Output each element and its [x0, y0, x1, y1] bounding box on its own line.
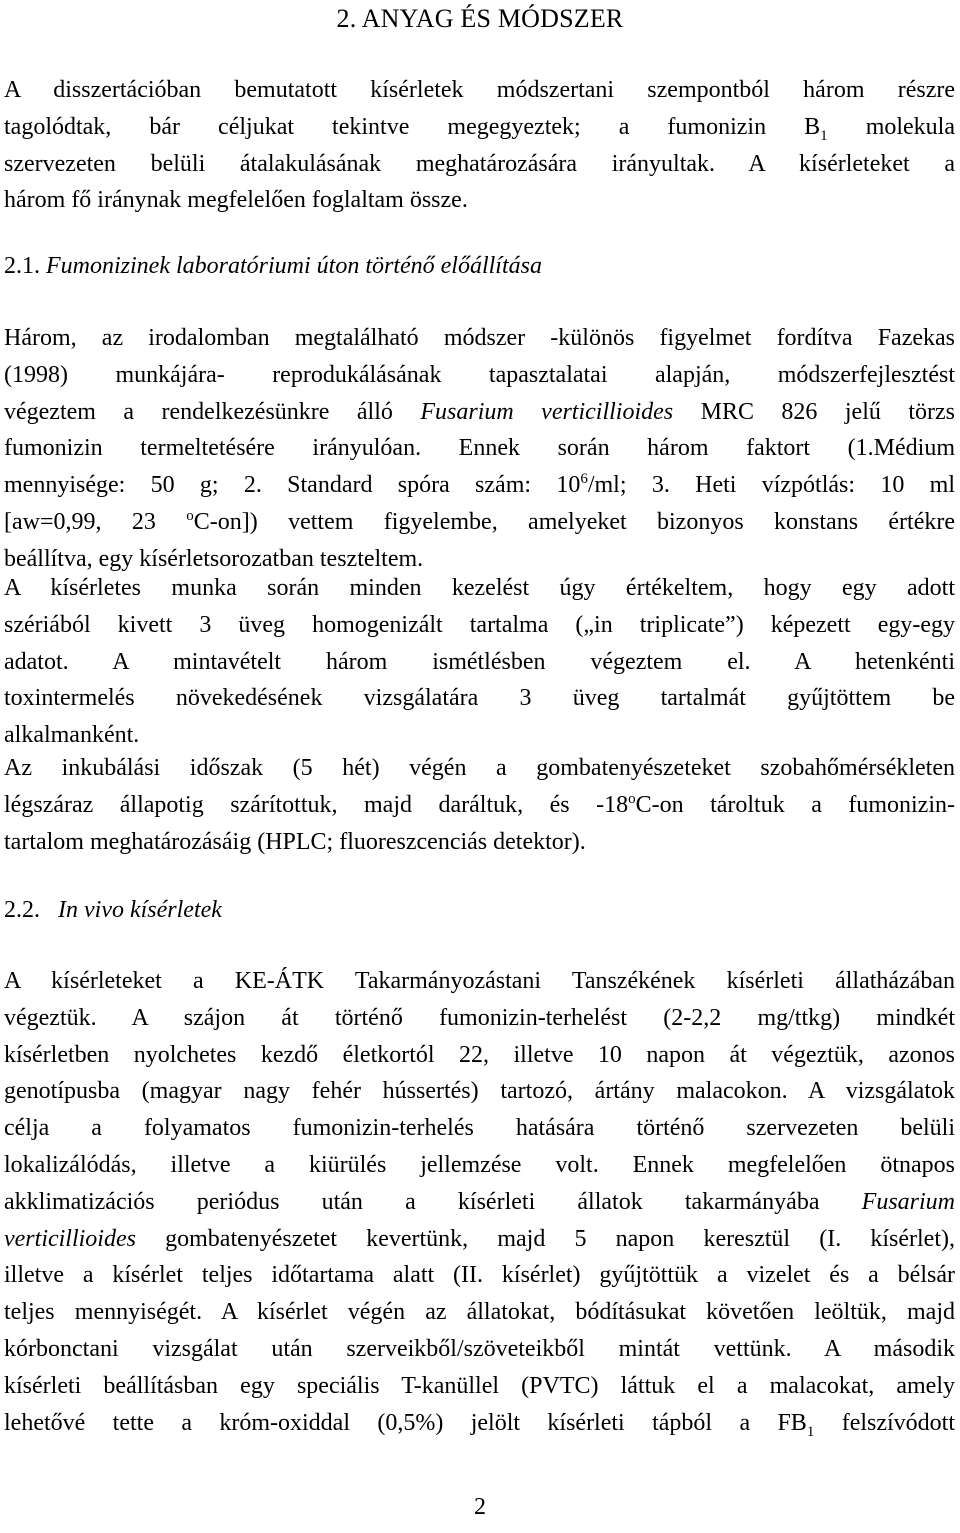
text-line: beállítva, egy kísérletsorozatban teszteltem. — [4, 545, 424, 572]
text-line: lokalizálódás, illetve a kiürülés jellemzése volt. Ennek megfelelően ötnapos — [4, 1151, 955, 1178]
text-line: (1998) munkájára- reprodukálásának tapasztalatai alapján, módszerfejlesztést — [4, 361, 955, 388]
in-vivo-paragraph — [4, 963, 955, 1441]
superscript: o — [628, 790, 636, 807]
chapter-heading: 2. ANYAG ÉS MÓDSZER — [336, 4, 624, 33]
intro-paragraph — [4, 72, 955, 219]
text-line: Az inkubálási időszak (5 hét) végén a gombatenyészeteket szobahőmérsékleten — [4, 755, 955, 781]
method-paragraph — [4, 320, 955, 578]
text-line: Három, az irodalomban megtalálható módszer -különös figyelmet fordítva Fazekas — [4, 325, 955, 351]
text-line: akklimatizációs periódus után a kísérleti állatok takarmányába Fusarium — [4, 1188, 955, 1215]
text-line: kísérleti beállításban egy speciális T-kanüllel (PVTC) láttuk el a malacokat, amely — [4, 1372, 955, 1399]
text-line: tagolódtak, bár céljukat tekintve megegyeztek; a fumonizin $B_1$ molekula — [4, 113, 955, 144]
text-line: három fő iránynak megfelelően foglaltam össze. — [4, 187, 468, 214]
page-number: 2 — [474, 1494, 486, 1520]
incubation-paragraph — [4, 750, 955, 860]
text-line: célja a folyamatos fumonizin-terhelés hatására történő szervezeten belüli — [4, 1115, 955, 1142]
text-line: verticillioides gombatenyészetet kevertünk, majd 5 napon keresztül (I. kísérlet), — [4, 1225, 955, 1252]
text-line: végeztem a rendelkezésünkre álló Fusarium verticillioides MRC 826 jelű törzs — [4, 398, 955, 425]
text-line: teljes mennyiségét. A kísérlet végén az állatokat, bódításukat követően leöltük, majd — [4, 1299, 955, 1326]
text-line: fumonizin termeltetésére irányulóan. Ennek során három faktort (1.Médium — [4, 435, 955, 462]
text-line: adatot. A mintavételt három ismétlésben végeztem el. A hetenkénti — [4, 648, 955, 675]
text-line: A disszertációban bemutatott kísérletek módszertani szempontból három részre — [4, 77, 955, 103]
text-line: mennyisége: 50 g; 2. Standard spóra szám: $10^6/ml$; 3. Heti vízpótlás: 10 ml — [4, 471, 955, 499]
section-number: 2.2. — [4, 897, 40, 923]
text-line: kísérletben nyolchetes kezdő életkortól 22, illetve 10 napon át végeztük, azonos — [4, 1041, 955, 1068]
text-line: [aw=0,99, 23 $^o$C-on]) vettem figyelembe, amelyeket bizonyos konstans értékre — [4, 507, 955, 535]
text-line: genotípusba (magyar nagy fehér hússertés) tartozó, ártány malacokon. A vizsgálatok — [4, 1078, 955, 1105]
text-line: A kísérletes munka során minden kezelést úgy értékeltem, hogy egy adott — [4, 575, 955, 601]
text-line: szervezeten belüli átalakulásának meghatározására irányultak. A kísérleteket a — [4, 150, 955, 177]
superscript: o — [186, 507, 194, 524]
text-line: A kísérleteket a KE-ÁTK Takarmányozástani Tanszékének kísérleti állatházában — [4, 968, 955, 994]
section-heading-2-2 — [4, 895, 222, 925]
species-name: Fusarium — [861, 1188, 955, 1215]
section-heading-2-1 — [4, 251, 542, 281]
text-line: lehetővé tette a króm-oxiddal (0,5%) jelölt kísérleti tápból a $FB_1$ felszívódott — [4, 1409, 956, 1440]
text-line: szériából kivett 3 üveg homogenizált tartalma („in triplicate”) képezett egy-egy — [4, 611, 955, 638]
subscript: 1 — [806, 1423, 815, 1440]
section-number: 2.1. — [4, 253, 40, 279]
section-title: In vivo kísérletek — [58, 897, 222, 923]
species-name: verticillioides — [4, 1225, 136, 1252]
section-title: Fumonizinek laboratóriumi úton történő előállítása — [46, 253, 542, 279]
text-line: tartalom meghatározásáig (HPLC; fluoreszcenciás detektor). — [4, 828, 586, 855]
text-line: légszáraz állapotig szárítottuk, majd daráltuk, és -18$^o$C-on tároltuk a fumonizin- — [4, 790, 955, 818]
superscript: 6 — [580, 471, 588, 488]
text-line: végeztük. A szájon át történő fumonizin-terhelést (2-2,2 mg/ttkg) mindkét — [4, 1004, 955, 1031]
subscript: 1 — [820, 127, 828, 144]
text-line: kórbonctani vizsgálat után szerveikből/szöveteikből mintát vettünk. A második — [4, 1335, 955, 1362]
evaluation-paragraph — [4, 570, 955, 754]
text-line: illetve a kísérlet teljes időtartama alatt (II. kísérlet) gyűjtöttük a vizelet és a bélsár — [4, 1262, 955, 1289]
species-name: Fusarium verticillioides — [420, 398, 674, 425]
text-line: alkalmanként. — [4, 722, 140, 749]
text-line: toxintermelés növekedésének vizsgálatára 3 üveg tartalmát gyűjtöttem be — [4, 685, 955, 712]
